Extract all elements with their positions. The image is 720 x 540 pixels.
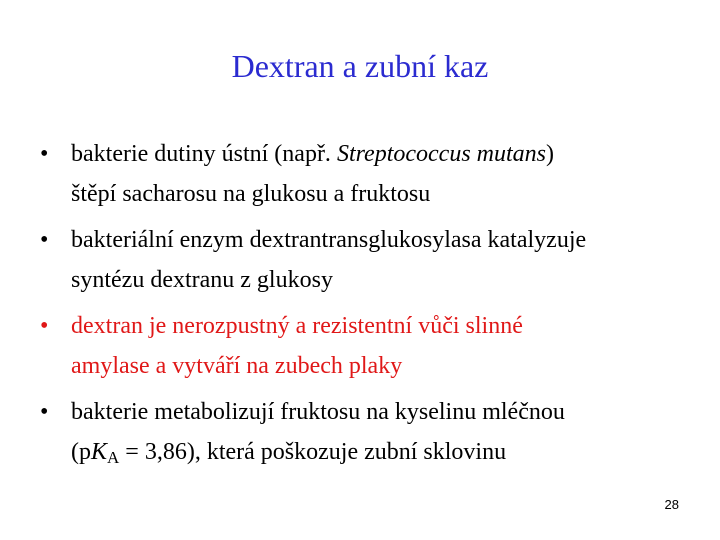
bullet-text-line2: amylase a vytváří na zubech plaky <box>71 353 403 379</box>
bullet-text-line2: $(pK_A = 3,86)$, která poškozuje zubní sklovinu <box>71 439 507 467</box>
slide-title: Dextran a zubní kaz <box>231 48 489 84</box>
bullet-icon <box>40 392 71 432</box>
page-number: 28 <box>664 497 679 512</box>
bullet-text-line1: bakterie metabolizují fruktosu na kyselinu mléčnou <box>71 399 565 425</box>
bullet-text-line1: bakteriální enzym dextrantransglukosylasa katalyzuje <box>71 227 587 253</box>
pka-subscript: A <box>107 448 120 467</box>
bullet-item-enzyme <box>40 220 700 300</box>
bullet-text-line2: štěpí sacharosu na glukosu a fruktosu <box>71 181 431 207</box>
bullet-icon <box>40 220 71 260</box>
species-name: Streptococcus mutans <box>336 141 547 167</box>
bullet-item-dextran-plaque <box>40 306 700 386</box>
bullet-text-line1: dextran je nerozpustný a rezistentní vůči slinné <box>71 313 523 339</box>
bullet-list <box>40 134 700 484</box>
bullet-icon <box>40 134 71 174</box>
pka-symbol: K <box>91 439 108 465</box>
bullet-item-lactic-acid <box>40 392 700 478</box>
bullet-text-line1: bakterie dutiny ústní (např. Streptococcus mutans) <box>71 141 555 167</box>
bullet-icon <box>40 306 71 346</box>
bullet-item-bacteria <box>40 134 700 214</box>
bullet-text-line2: syntézu dextranu z glukosy <box>71 267 333 293</box>
